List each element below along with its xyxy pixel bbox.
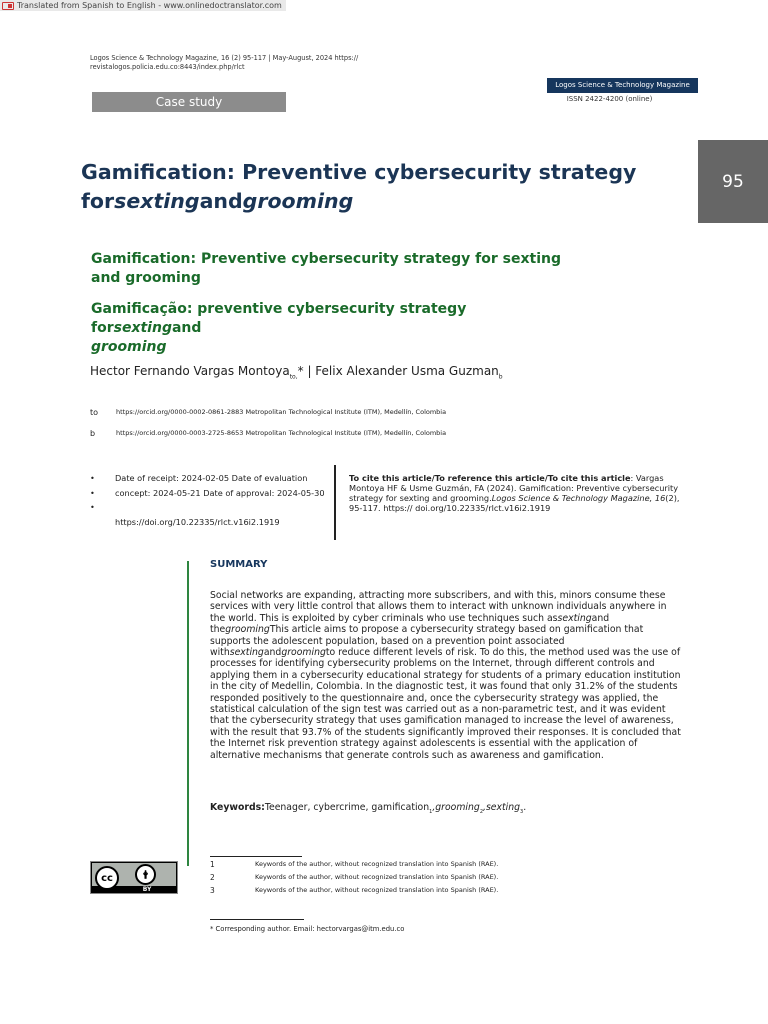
translation-banner-text[interactable]: Translated from Spanish to English - www.onlinedoctranslator.com [17,1,282,10]
summary-part: and the [210,612,610,636]
footnote-text: Keywords of the author, without recognized translation into Spanish (RAE). [255,873,499,881]
footnote [210,860,680,869]
doi-link[interactable]: https://doi.org/10.22335/rlct.v16i2.1919 [115,516,280,527]
header-citation: Logos Science & Technology Magazine, 16 (2) 95-117 | May-August, 2024 https:// revistalogos.policia.edu.co:8443/index.php/rlct [90,54,359,71]
keywords [210,802,680,815]
author-1: Hector Fernando Vargas Montoya [90,364,290,378]
affiliation-text[interactable]: https://orcid.org/0000-0002-0861-2883 Metropolitan Technological Institute (ITM), Medellín, Colombia [116,408,447,416]
cite-label: To cite this article/To reference this article/To cite this article [349,473,631,483]
dates-line-2: concept: 2024-05-21 Date of approval: 2024-05-30 [115,487,325,498]
keywords-end: . [523,802,527,813]
summary-part: Social networks are expanding, attracting more subscribers, and with this, minors consume these services with very little control that allows them to interact with unknown individuals anywhere in the world. This is exploited by cyber criminals who use techniques such as [210,590,667,624]
subtitle-spanish: Gamification: Preventive cybersecurity strategy for sexting and grooming [91,251,561,286]
bullet: • [90,502,95,512]
author-1-affil: to, [289,373,298,381]
section-label: Case study [92,92,286,112]
summary-text [210,590,682,761]
pdf-icon [2,2,14,10]
author-separator: | [303,364,316,378]
bullet: • [90,473,95,483]
how-to-cite [349,473,689,513]
footnote-text: Keywords of the author, without recognized translation into Spanish (RAE). [255,886,499,894]
cite-text: : Vargas Montoya HF & Usme Guzmán, FA (2024). Gamification: Preventive cybersecurity strategy for sexting and grooming. [349,473,679,503]
affiliation-a [90,408,590,417]
footnote-rule [210,856,302,857]
article-dates [90,471,330,529]
title-sexting: sexting [114,189,200,213]
divider-vertical [334,465,336,540]
summary-grooming: grooming [225,624,270,636]
author-2: Felix Alexander Usma Guzman [315,364,499,378]
footnote [210,873,680,882]
keyword: ,sexting [483,802,521,813]
cite-doi[interactable]: (2), 95-117. https:// doi.org/10.22335/rlct.v16i2.1919 [349,493,680,513]
summary-grooming: grooming [281,647,326,659]
affiliation-mark: b [90,429,96,438]
summary-part: This article aims to propose a cybersecurity strategy based on gamification that supports the adolescent population, based on a prevention point associated with [210,624,644,659]
cite-journal: Logos Science & Technology Magazine, 16 [491,493,666,503]
summary-sexting: sexting [229,647,264,659]
footnote-text: Keywords of the author, without recognized translation into Spanish (RAE). [255,860,499,868]
dates-line-1: Date of receipt: 2024-02-05 Date of evaluation [115,473,308,483]
keyword: ,grooming [432,802,480,813]
author-2-affil: b [498,373,503,381]
summary-sexting: sexting [557,612,592,624]
subtitle-pt-grooming: grooming [91,339,167,355]
footnote-number: 2 [210,873,215,882]
footnote-ref[interactable]: 1 [429,808,433,815]
summary-part: and [263,647,282,659]
corresponding-star: * [297,364,304,378]
affiliation-b [90,429,590,438]
footnote-ref[interactable]: 3 [520,808,524,815]
affiliation-text[interactable]: https://orcid.org/0000-0003-2725-8653 Metropolitan Technological Institute (ITM), Medellín, Colombia [116,429,447,437]
summary-rule [187,561,189,866]
license-by-label: BY [142,886,152,893]
title-grooming: grooming [242,189,354,213]
article-title [81,158,681,216]
issn: ISSN 2422-4200 (online) [566,95,653,103]
footnote-ref[interactable]: 2 [479,808,483,815]
title-line-2 [81,187,681,216]
bullet: • [90,487,95,498]
affiliation-mark: to [90,408,99,417]
title-for: for [81,189,115,213]
footnote [210,886,680,895]
subtitle-pt-text: Gamificação: preventive cybersecurity strategy for [91,301,467,336]
summary-part: to reduce different levels of risk. To do this, the method used was the use of processes for identifying cybersecurity problems on the Internet, through different controls and applying them in a cybersecurity educational strategy for students of a primary education institution in the city of Medellin, Colombia. In the diagnostic test, it was found that only 31.2% of the students responded positively to the questionnaire and, once the cybersecurity strategy was applied, the statistical calculation of the sign test was carried out as a non-parametric test, and it was evident that the cybersecurity strategy that uses gamification managed to increase the level of awareness, with the result that 93.7% of the students significantly improved their responses. It is concluded that the Internet risk prevention strategy against adolescents is essential with the application of alternative mechanisms that generate controls such as awareness and gamification. [210,647,681,761]
keywords-label: Keywords: [210,802,265,813]
subtitle-pt-sexting: sexting [113,320,172,336]
subtitle-pt-and: and [171,320,202,336]
footnote-number: 3 [210,886,215,895]
summary-heading: SUMMARY [210,559,268,570]
page-number: 95 [698,140,768,223]
title-and: and [199,189,243,213]
footnote-number: 1 [210,860,215,869]
attribution-person-icon: 🛉 [135,864,156,885]
subtitle-portuguese [91,300,571,357]
translation-banner[interactable] [0,0,286,11]
creative-commons-license-badge[interactable] [90,861,178,894]
journal-name-box: Logos Science & Technology Magazine [547,78,698,93]
keyword: Teenager, cybercrime, gamification [264,802,430,813]
author-list [90,364,590,380]
corresponding-author[interactable]: * Corresponding author. Email: hectorvargas@itm.edu.co [210,925,405,933]
cc-icon: cc [95,866,119,890]
title-line-1: Gamification: Preventive cybersecurity strategy [81,160,637,184]
footnote-rule [210,919,304,920]
